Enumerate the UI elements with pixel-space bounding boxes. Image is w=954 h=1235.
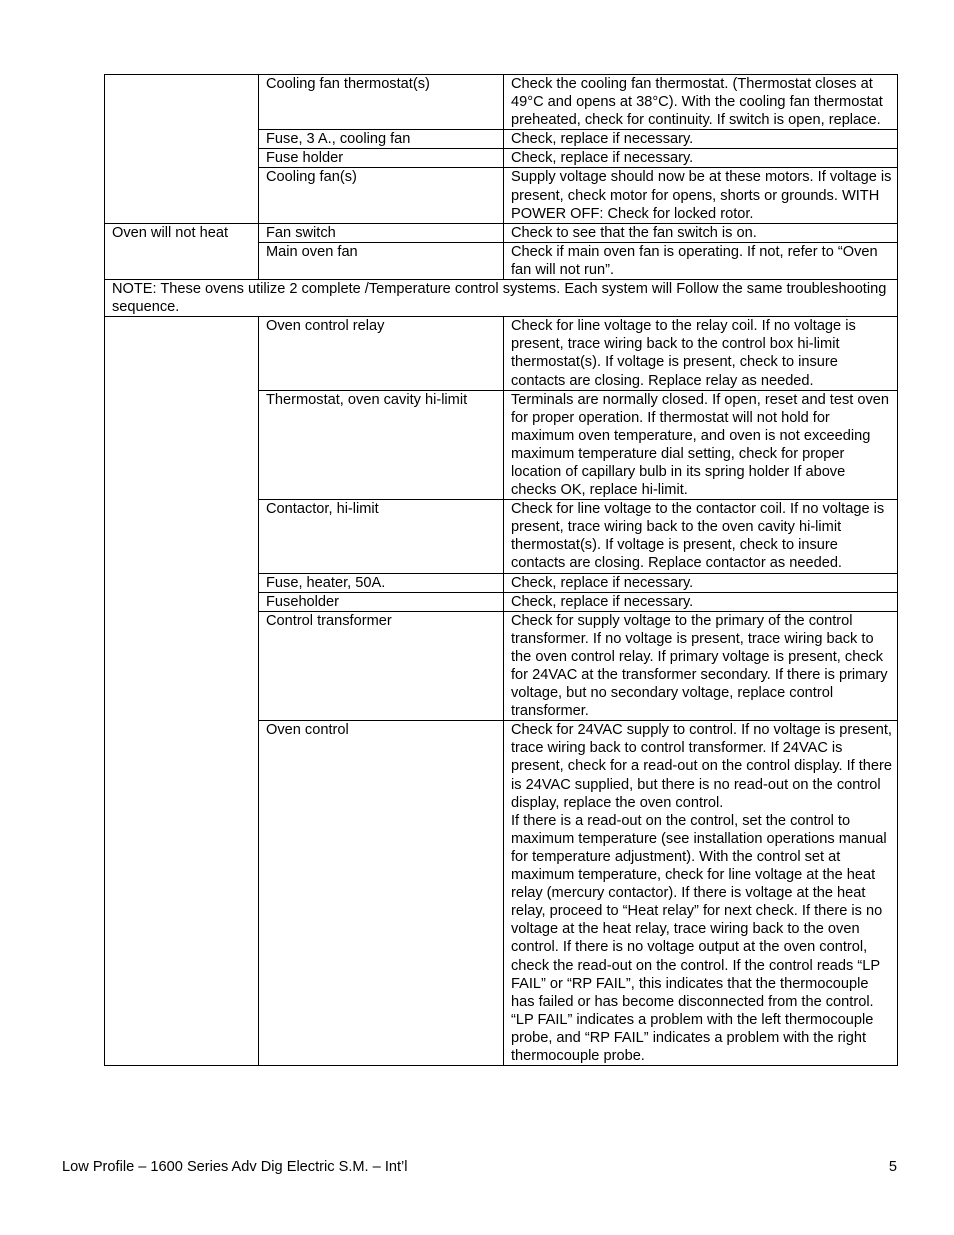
- table-row: [105, 223, 898, 242]
- troubleshooting-table: [104, 74, 898, 1066]
- action-cell: Check, replace if necessary.: [504, 149, 898, 168]
- action-cell: Check if main oven fan is operating. If not, refer to “Oven fan will not run”.: [504, 242, 898, 279]
- problem-cell: [105, 317, 259, 1066]
- component-cell: Contactor, hi-limit: [259, 500, 504, 573]
- component-cell: Fuse, 3 A., cooling fan: [259, 130, 504, 149]
- action-cell: Check, replace if necessary.: [504, 130, 898, 149]
- table-row: [105, 317, 898, 390]
- component-cell: Thermostat, oven cavity hi-limit: [259, 390, 504, 500]
- footer-title: Low Profile – 1600 Series Adv Dig Electric S.M. – Int’l: [62, 1159, 408, 1175]
- table-row: [105, 75, 898, 130]
- action-cell: Check the cooling fan thermostat. (Thermostat closes at 49°C and opens at 38°C). With the cooling fan thermostat preheated, check for continuity. If switch is open, replace.: [504, 75, 898, 130]
- action-cell: Check, replace if necessary.: [504, 573, 898, 592]
- problem-cell: Oven will not heat: [105, 223, 259, 279]
- action-cell: Check for supply voltage to the primary of the control transformer. If no voltage is present, trace wiring back to the oven control relay. If primary voltage is present, check for 24VAC at the transformer secondary. If there is primary voltage, but no secondary voltage, replace control transformer.: [504, 611, 898, 721]
- component-cell: Control transformer: [259, 611, 504, 721]
- component-cell: Fuse, heater, 50A.: [259, 573, 504, 592]
- component-cell: Oven control: [259, 721, 504, 1066]
- component-cell: Main oven fan: [259, 242, 504, 279]
- problem-cell: [105, 75, 259, 224]
- component-cell: Cooling fan thermostat(s): [259, 75, 504, 130]
- note-row: [105, 280, 898, 317]
- action-cell: Check to see that the fan switch is on.: [504, 223, 898, 242]
- action-paragraph: Check for 24VAC supply to control. If no voltage is present, trace wiring back to control transformer. If 24VAC is present, check for a read-out on the control display. If there is 24VAC supplied, but there is no read-out on the control display, replace the oven control.: [511, 722, 892, 811]
- component-cell: Fan switch: [259, 223, 504, 242]
- action-cell: Check for line voltage to the relay coil. If no voltage is present, trace wiring back to the control box hi-limit thermostat(s). If voltage is present, check to insure contacts are closing. Replace relay as needed.: [504, 317, 898, 390]
- page-number: 5: [888, 1159, 897, 1175]
- action-cell: Check, replace if necessary.: [504, 592, 898, 611]
- component-cell: Oven control relay: [259, 317, 504, 390]
- component-cell: Cooling fan(s): [259, 168, 504, 223]
- action-cell: Check for line voltage to the contactor coil. If no voltage is present, trace wiring back to the oven cavity hi-limit thermostat(s). If voltage is present, check to insure contacts are closing. Replace contactor as needed.: [504, 500, 898, 573]
- action-paragraph: If there is a read-out on the control, set the control to maximum temperature (see installation operations manual for temperature adjustment). With the control set at maximum temperature, check for line voltage at the heat relay (mercury contactor). If there is voltage at the heat relay, proceed to “Heat relay” for next check. If there is no voltage at the heat relay, trace wiring back to the oven control. If there is no voltage output at the oven control, check the read-out on the control. If the control reads “LP FAIL” or “RP FAIL”, this indicates that the thermocouple has failed or has become disconnected from the control. “LP FAIL” indicates a problem with the left thermocouple probe, and “RP FAIL” indicates a problem with the right thermocouple probe.: [511, 812, 887, 1064]
- action-cell: [504, 721, 898, 1066]
- note-cell: NOTE: These ovens utilize 2 complete /Temperature control systems. Each system will Follow the same troubleshooting sequence.: [105, 280, 898, 317]
- component-cell: Fuseholder: [259, 592, 504, 611]
- action-cell: Supply voltage should now be at these motors. If voltage is present, check motor for opens, shorts or grounds. WITH POWER OFF: Check for locked rotor.: [504, 168, 898, 223]
- component-cell: Fuse holder: [259, 149, 504, 168]
- action-cell: Terminals are normally closed. If open, reset and test oven for proper operation. If thermostat will not hold for maximum oven temperature, and oven is not exceeding maximum temperature dial setting, check for proper location of capillary bulb in its spring holder If above checks OK, replace hi-limit.: [504, 390, 898, 500]
